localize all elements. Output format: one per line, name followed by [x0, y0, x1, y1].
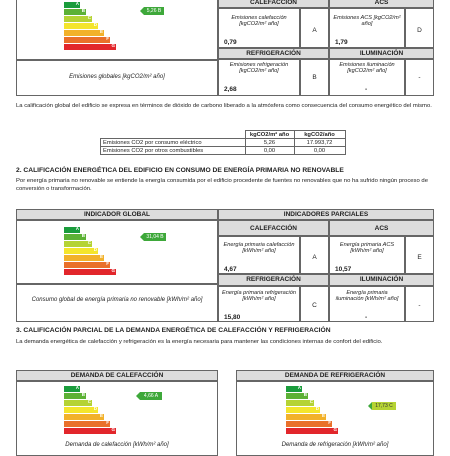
sec2-global-header: INDICADOR GLOBAL: [16, 209, 218, 220]
sec2-acs-letter: E: [417, 254, 422, 261]
sec1-ilum-header: ILUMINACIÓN: [329, 48, 434, 59]
table-row: [101, 131, 346, 139]
sec3-desc: La demanda energética de calefacción y refrigeración es la energía necesaria para mantener las condiciones internas de confort del edificio.: [16, 339, 383, 345]
sec2-desc: Por energía primaria no renovable se entiende la energía consumida por el edificio procedente de fuentes no renovables que no ha sufrido ningún proceso de conversión o transformación.: [16, 178, 428, 192]
scale-bar-e: E: [64, 30, 104, 36]
scale-bar-a: A: [286, 386, 302, 392]
sec2-cal-letter: A: [312, 254, 317, 261]
scale-bar-c: C: [286, 400, 314, 406]
scale-bar-g: G: [64, 428, 116, 434]
sec1-cal-label: Emisiones calefacción [kgCO2/m² año]: [231, 15, 287, 28]
sec1-acs-value: 1,79: [335, 39, 348, 46]
table-header-col2: kgCO2/año: [294, 131, 345, 139]
sec2-refrig-header: REFRIGERACIÓN: [218, 274, 329, 286]
sec2-title: 2. CALIFICACIÓN ENERGÉTICA DEL EDIFICIO EN CONSUMO DE ENERGÍA PRIMARIA NO RENOVABLE: [16, 167, 344, 174]
table-row-label: Emisiones CO2 por consumo eléctrico: [101, 139, 246, 147]
scale-bar-a: A: [64, 227, 80, 233]
sec2-acs-header: ACS: [329, 220, 434, 236]
scale-bar-g: G: [286, 428, 338, 434]
scale-bar-f: F: [286, 421, 332, 427]
sec3-cool-scale: [286, 386, 336, 435]
table-row: [101, 139, 346, 147]
sec1-ref-label: Emisiones refrigeración [kgCO2/m² año]: [229, 62, 289, 75]
sec1-ilu-letter: -: [418, 74, 421, 81]
table-header-col1: kgCO2/m² año: [245, 131, 294, 139]
sec1-acs-header: ACS: [329, 0, 434, 8]
scale-bar-c: C: [64, 16, 92, 22]
sec1-global-label: Emisiones globales [kgCO2/m² año]: [69, 74, 165, 80]
sec2-partial-header: INDICADORES PARCIALES: [218, 209, 434, 220]
sec1-cal-letter: A: [312, 27, 317, 34]
scale-bar-e: E: [286, 414, 326, 420]
sec2-rating-scale: [64, 227, 114, 276]
sec2-cal-value: 4,67: [224, 266, 237, 273]
table-cell: 5,26: [245, 139, 294, 147]
table-corner: [101, 131, 246, 139]
table-row-label: Emisiones CO2 por otros combustibles: [101, 147, 246, 155]
scale-bar-g: G: [64, 269, 116, 275]
emissions-table: [100, 130, 346, 155]
table-cell: 0,00: [245, 147, 294, 155]
sec2-indicator-flag: 31,04 B: [144, 233, 166, 241]
sec2-ilu-label: Energía primaria iluminación [kWh/m² año]: [335, 290, 399, 303]
scale-bar-b: B: [286, 393, 308, 399]
sec1-ilu-label: Emisiones iluminación [kgCO2/m² año]: [339, 62, 395, 75]
sec3-cool-label: Demanda de refrigeración [kWh/m² año]: [281, 442, 389, 448]
sec1-calefaccion-header: CALEFACCIÓN: [218, 0, 329, 8]
sec3-cool-header: DEMANDA DE REFRIGERACIÓN: [236, 370, 434, 381]
scale-bar-b: B: [64, 234, 86, 240]
sec2-indicator-box: [16, 220, 218, 284]
sec1-acs-letter: D: [417, 27, 422, 34]
sec1-note: La calificación global del edificio se expresa en términos de dióxido de carbono liberado a la atmósfera como consecuencia del consumo energético del mismo.: [16, 103, 432, 109]
scale-bar-c: C: [64, 241, 92, 247]
sec1-ilu-value: -: [365, 86, 368, 93]
scale-bar-f: F: [64, 262, 110, 268]
sec1-indicator-flag: 5,26 B: [144, 7, 164, 15]
table-cell: 0,00: [294, 147, 345, 155]
sec1-cal-value: 0,79: [224, 39, 237, 46]
sec2-acs-label: Energía primaria ACS [kWh/m² año]: [339, 242, 395, 255]
scale-bar-b: B: [64, 393, 86, 399]
sec1-refrig-header: REFRIGERACIÓN: [218, 48, 329, 59]
scale-bar-d: D: [286, 407, 320, 413]
sec1-ref-letter: B: [312, 74, 317, 81]
scale-bar-e: E: [64, 414, 104, 420]
table-cell: 17.993,72: [294, 139, 345, 147]
scale-bar-g: G: [64, 44, 116, 50]
scale-bar-f: F: [64, 421, 110, 427]
sec3-heat-flag: 4,66 A: [140, 392, 162, 400]
sec2-global-label: Consumo global de energía primaria no renovable [kWh/m² año]: [31, 297, 203, 303]
scale-bar-c: C: [64, 400, 92, 406]
sec3-heat-label: Demanda de calefacción [kWh/m² año]: [65, 442, 169, 448]
sec2-ilu-value: -: [365, 314, 368, 321]
sec3-title: 3. CALIFICACIÓN PARCIAL DE LA DEMANDA ENERGÉTICA DE CALEFACCIÓN Y REFRIGERACIÓN: [16, 327, 331, 334]
scale-bar-a: A: [64, 2, 80, 8]
sec2-ref-value: 15,80: [224, 314, 241, 321]
sec3-heat-scale: [64, 386, 114, 435]
sec1-rating-scale: [64, 2, 114, 51]
sec2-ref-letter: C: [312, 302, 317, 309]
sec2-cal-label: Energía primaria calefacción [kWh/m² año]: [223, 242, 295, 255]
sec1-indicator-box: [16, 0, 218, 60]
table-row: [101, 147, 346, 155]
sec2-ref-label: Energía primaria refrigeración [kWh/m² año]: [222, 290, 296, 303]
sec3-heat-header: DEMANDA DE CALEFACCIÓN: [16, 370, 218, 381]
scale-bar-b: B: [64, 9, 86, 15]
scale-bar-d: D: [64, 23, 98, 29]
sec2-ilu-letter: -: [418, 302, 421, 309]
sec3-cool-flag: 17,73 C: [372, 402, 396, 410]
sec2-calefaccion-header: CALEFACCIÓN: [218, 220, 329, 236]
sec1-acs-label: Emisiones ACS [kgCO2/m² año]: [333, 15, 401, 28]
scale-bar-d: D: [64, 248, 98, 254]
sec1-ref-value: 2,68: [224, 86, 237, 93]
scale-bar-e: E: [64, 255, 104, 261]
scale-bar-f: F: [64, 37, 110, 43]
sec2-acs-value: 10,57: [335, 266, 352, 273]
sec2-ilum-header: ILUMINACIÓN: [329, 274, 434, 286]
scale-bar-d: D: [64, 407, 98, 413]
scale-bar-a: A: [64, 386, 80, 392]
